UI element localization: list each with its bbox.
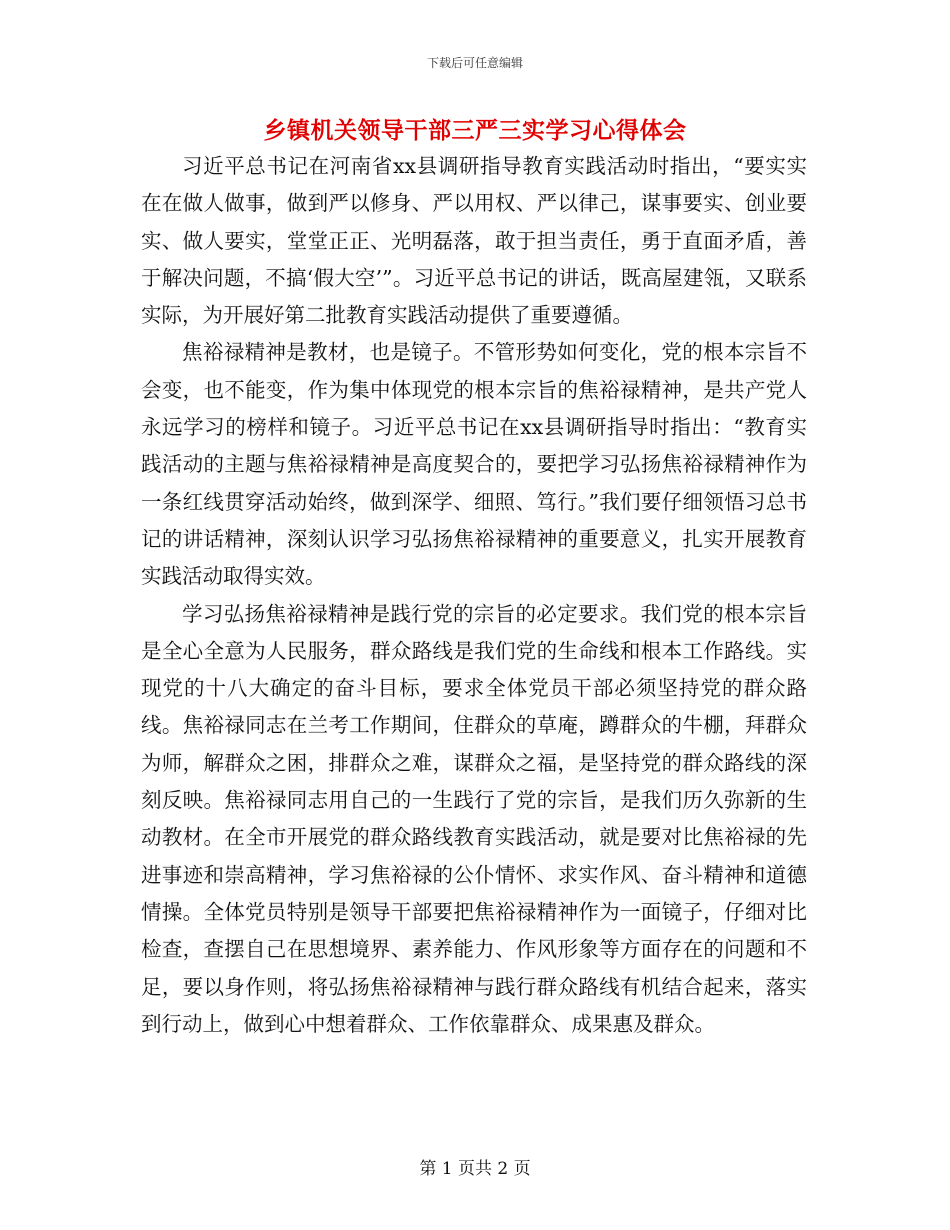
document-body: [141, 148, 807, 1043]
paragraph-3: 学习弘扬焦裕禄精神是践行党的宗旨的必定要求。我们党的根本宗旨是全心全意为人民服务，群众路线是我们党的生命线和根本工作路线。实现党的十八大确定的奋斗目标，要求全体党员干部必须坚持党的群众路线。焦裕禄同志在兰考工作期间，住群众的草庵，蹲群众的牛棚，拜群众为师，解群众之困，排群众之难，谋群众之福，是坚持党的群众路线的深刻反映。焦裕禄同志用自己的一生践行了党的宗旨，是我们历久弥新的生动教材。在全市开展党的群众路线教育实践活动，就是要对比焦裕禄的先进事迹和崇高精神，学习焦裕禄的公仆情怀、求实作风、奋斗精神和道德情操。全体党员特别是领导干部要把焦裕禄精神作为一面镜子，仔细对比检查，查摆自己在思想境界、素养能力、作风形象等方面存在的问题和不足，要以身作则，将弘扬焦裕禄精神与践行群众路线有机结合起来，落实到行动上，做到心中想着群众、工作依靠群众、成果惠及群众。: [141, 601, 807, 1036]
page-header-note: 下载后可任意编辑: [426, 56, 523, 70]
paragraph-1: 习近平总书记在河南省xx县调研指导教育实践活动时指出，“要实实在在做人做事，做到严以修身、严以用权、严以律己，谋事要实、创业要实、做人要实，堂堂正正、光明磊落，敢于担当责任，勇于直面矛盾，善于解决问题，不搞‘假大空’”。习近平总书记的讲话，既高屋建瓴，又联系实际，为开展好第二批教育实践活动提供了重要遵循。: [141, 154, 807, 328]
page-number: 第 1 页共 2 页: [419, 1159, 531, 1179]
document-title: 乡镇机关领导干部三严三实学习心得体会: [263, 117, 687, 144]
paragraph-2: 焦裕禄精神是教材，也是镜子。不管形势如何变化，党的根本宗旨不会变，也不能变，作为集中体现党的根本宗旨的焦裕禄精神，是共产党人永远学习的榜样和镜子。习近平总书记在xx县调研指导时指出：“教育实践活动的主题与焦裕禄精神是高度契合的，要把学习弘扬焦裕禄精神作为一条红线贯穿活动始终，做到深学、细照、笃行。”我们要仔细领悟习总书记的讲话精神，深刻认识学习弘扬焦裕禄精神的重要意义，扎实开展教育实践活动取得实效。: [141, 340, 807, 589]
